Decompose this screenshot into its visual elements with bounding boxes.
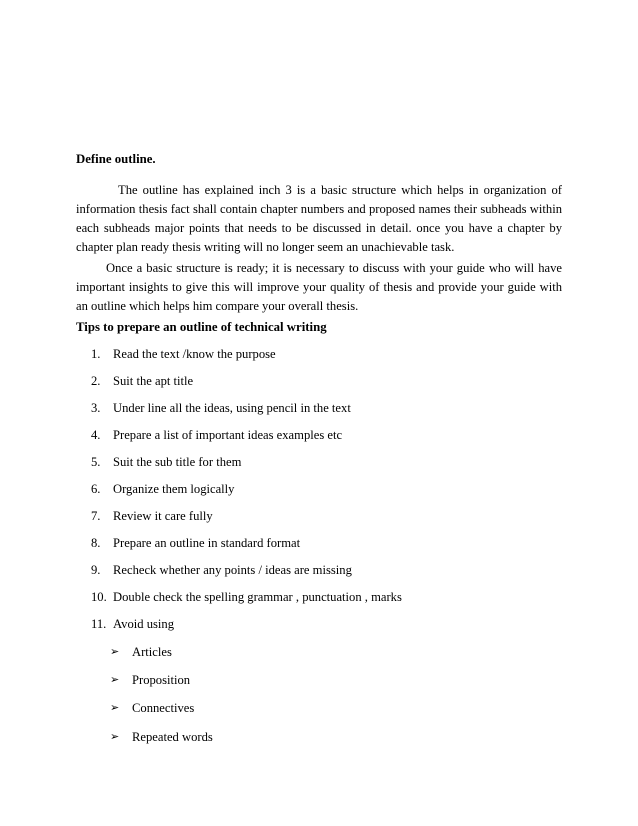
list-item-number: 2. — [91, 374, 101, 388]
paragraph-outline-definition: The outline has explained inch 3 is a basic structure which helps in organization of information thesis fact shall contain chapter numbers and proposed names their subheads within each subheads major points that needs to be discussed in detail. once you have a chapter by chapter plan ready thesis writing will no longer seem an unachievable task. — [76, 183, 562, 254]
arrow-bullet-icon: ➢ — [110, 701, 120, 714]
list-item-text: Suit the sub title for them — [113, 455, 242, 469]
list-item — [91, 563, 352, 578]
list-item-number: 6. — [91, 482, 101, 496]
sublist-item — [110, 730, 213, 745]
heading-tips: Tips to prepare an outline of technical writing — [76, 320, 327, 334]
list-item-text: Suit the apt title — [113, 374, 194, 388]
list-item-text: Prepare a list of important ideas examples etc — [113, 428, 343, 442]
list-item-number: 4. — [91, 428, 101, 442]
sublist-item — [110, 673, 190, 688]
list-item-text: Under line all the ideas, using pencil in the text — [113, 401, 351, 415]
list-item-text: Read the text /know the purpose — [113, 347, 276, 361]
list-item — [91, 536, 300, 551]
sublist-item-text: Connectives — [132, 701, 195, 715]
paragraph-basic-structure: Once a basic structure is ready; it is necessary to discuss with your guide who will have important insights to give this will improve your quality of thesis and provide your guide with an outline which helps him compare your overall thesis. — [76, 261, 562, 313]
list-item — [91, 482, 234, 497]
list-item — [91, 617, 174, 632]
list-item-number: 11. — [91, 617, 107, 631]
list-item — [91, 590, 402, 605]
arrow-bullet-icon: ➢ — [110, 730, 120, 743]
list-item-text: Double check the spelling grammar , punctuation , marks — [113, 590, 402, 604]
arrow-bullet-icon: ➢ — [110, 645, 120, 658]
list-item-number: 9. — [91, 563, 101, 577]
list-item — [91, 428, 342, 443]
list-item-text: Recheck whether any points / ideas are missing — [113, 563, 352, 577]
list-item-text: Organize them logically — [113, 482, 235, 496]
list-item-number: 1. — [91, 347, 101, 361]
list-item — [91, 401, 351, 416]
sublist-item — [110, 645, 172, 660]
sublist-item-text: Repeated words — [132, 730, 213, 744]
list-item-text: Review it care fully — [113, 509, 213, 523]
list-item-text: Prepare an outline in standard format — [113, 536, 301, 550]
list-item-text: Avoid using — [113, 617, 174, 631]
list-item-number: 8. — [91, 536, 101, 550]
list-item-number: 3. — [91, 401, 101, 415]
list-item-number: 10. — [91, 590, 107, 604]
heading-define-outline: Define outline. — [76, 152, 156, 166]
list-item — [91, 374, 193, 389]
sublist-item-text: Articles — [132, 645, 172, 659]
list-item — [91, 509, 213, 524]
sublist-item — [110, 701, 194, 716]
list-item-number: 5. — [91, 455, 101, 469]
list-item — [91, 455, 241, 470]
sublist-item-text: Proposition — [132, 673, 191, 687]
list-item-number: 7. — [91, 509, 101, 523]
arrow-bullet-icon: ➢ — [110, 673, 120, 686]
list-item — [91, 347, 276, 362]
